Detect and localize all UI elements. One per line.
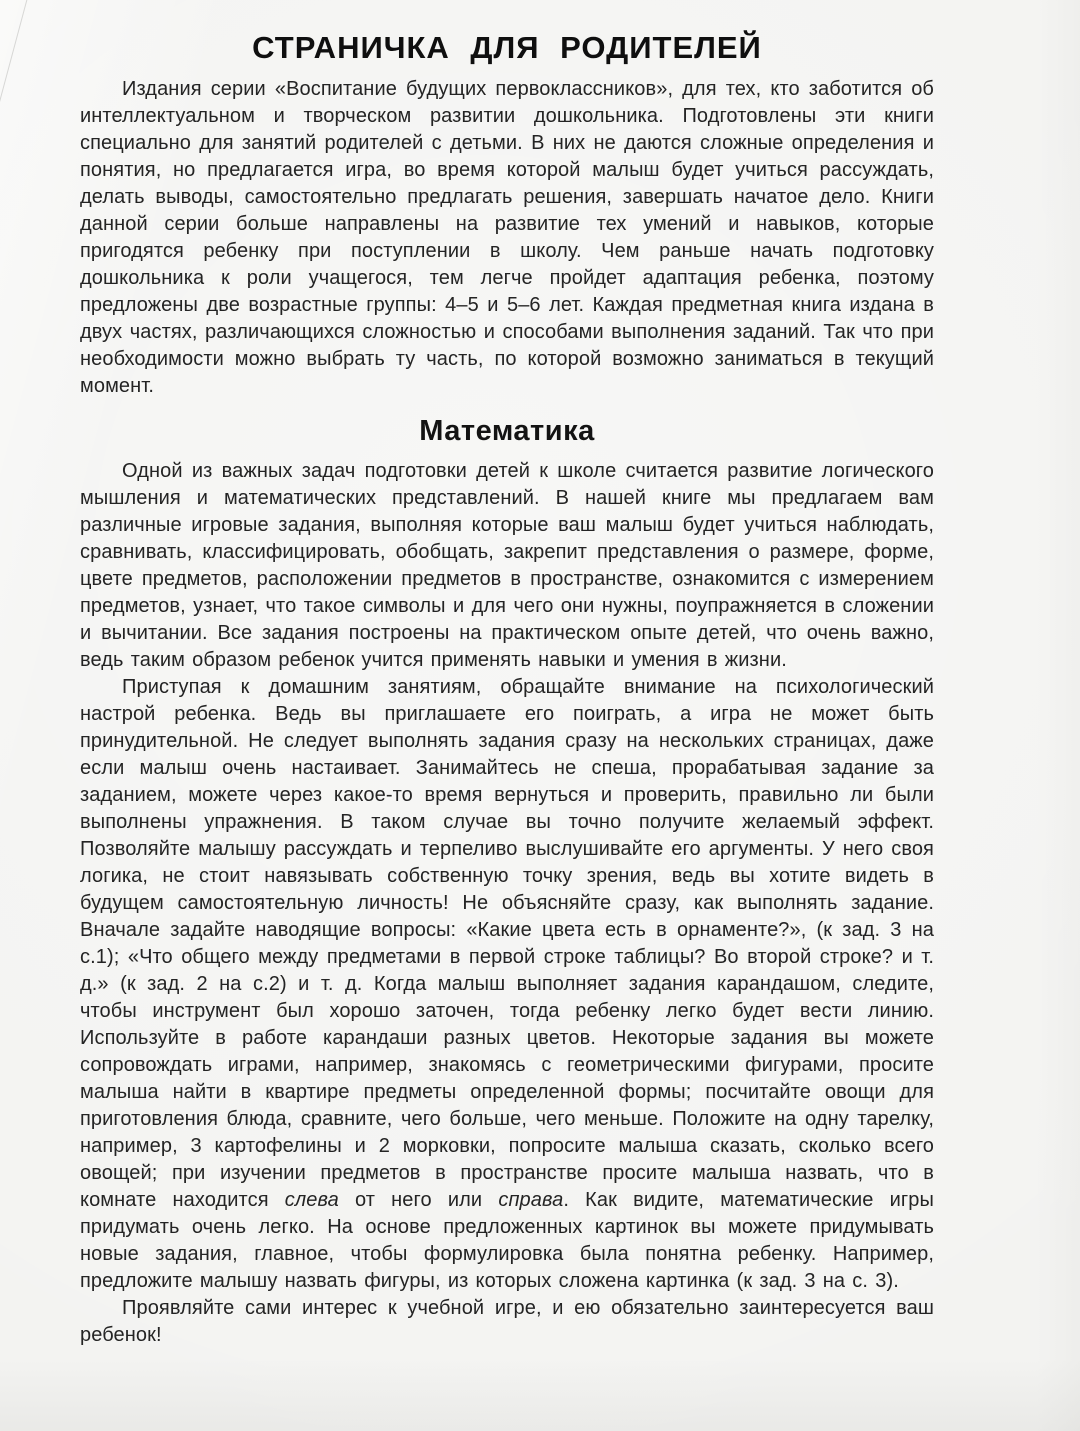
paragraph: Проявляйте сами интерес к учебной игре, и ею обязательно заинтересуется ваш ребенок! [80, 1297, 934, 1346]
paragraph: Приступая к домашним занятиям, обращайте внимание на психологический настрой ребенка. Ведь вы приглашаете его поиграть, а игра не может быть принудительной. Не следует выполнять задания сразу на нескольких страницах, даже если малыш очень настаивает. Занимайтесь не спеша, прорабатывая задание за заданием, можете через какое-то время вернуться и проверить, правильно ли были выполнены упражнения. В таком случае вы точно получите желаемый эффект. Позволяйте малышу рассуждать и терпеливо выслушивайте его аргументы. У него своя логика, не стоит навязывать собственную точку зрения, ведь вы хотите видеть в будущем самостоятельную личность! Не объясняйте сразу, как выполнять задание. Вначале задайте наводящие вопросы: «Какие цвета есть в орнаменте?», (к зад. 3 на с.1); «Что общего между предметами в первой строке таблицы? Во второй строке? и т. д.» (к зад. 2 на с.2) и т. д. Когда малыш выполняет задания карандашом, следите, чтобы инструмент был хорошо заточен, тогда ребенку легко будет вести линию. Используйте в работе карандаши разных цветов. Некоторые задания вы можете сопровождать играми, например, знакомясь с геометрическими фигурами, просите малыша найти в квартире предметы определенной формы; посчитайте овощи для приготовления блюда, сравните, чего больше, чего меньше. Положите на одну тарелку, например, 3 картофелины и 2 морковки, попросите малыша сказать, сколько всего овощей; при изучении предметов в пространстве просите малыша назвать, что в комнате находится слева от него или справа. Как видите, математические игры придумать очень легко. На основе предложенных картинок вы можете придумывать новые задания, главное, чтобы формулировка была понятна ребенку. Например, предложите малышу назвать фигуры, из которых сложена картинка (к зад. 3 на с. 3). [80, 676, 934, 1292]
intro-text-block [80, 76, 934, 400]
paragraph: Одной из важных задач подготовки детей к школе считается развитие логического мышления и математических представлений. В нашей книге мы предлагаем вам различные игровые задания, выполняя которые ваш малыш будет учиться наблюдать, сравнивать, классифицировать, обобщать, закрепит представления о размере, форме, цвете предметов, расположении предметов в пространстве, ознакомится с измерением предметов, узнает, что такое символы и для чего они нужны, поупражняется в сложении и вычитании. Все задания построены на практическом опыте детей, что очень важно, ведь таким образом ребенок учится применять навыки и умения в жизни. [80, 460, 934, 671]
paragraph: Издания серии «Воспитание будущих первоклассников», для тех, кто заботится об интеллектуальном и творческом развитии дошкольника. Подготовлены эти книги специально для занятий родителей с детьми. В них не даются сложные определения и понятия, но предлагается игра, во время которой малыш будет учиться рассуждать, делать выводы, самостоятельно предлагать решения, завершать начатое дело. Книги данной серии больше направлены на развитие тех умений и навыков, которые пригодятся ребенку при поступлении в школу. Чем раньше начать подготовку дошкольника к роли учащегося, тем легче пройдет адаптация ребенка, поэтому предложены две возрастные группы: 4–5 и 5–6 лет. Каждая предметная книга издана в двух частях, различающихся сложностью и способами выполнения заданий. Так что при необходимости можно выбрать ту часть, по которой возможно заниматься в текущий момент. [80, 78, 934, 397]
section-heading-mathematics: Математика [419, 415, 595, 447]
mathematics-text-block [80, 458, 934, 1349]
page-title: СТРАНИЧКА ДЛЯ РОДИТЕЛЕЙ [252, 30, 762, 65]
